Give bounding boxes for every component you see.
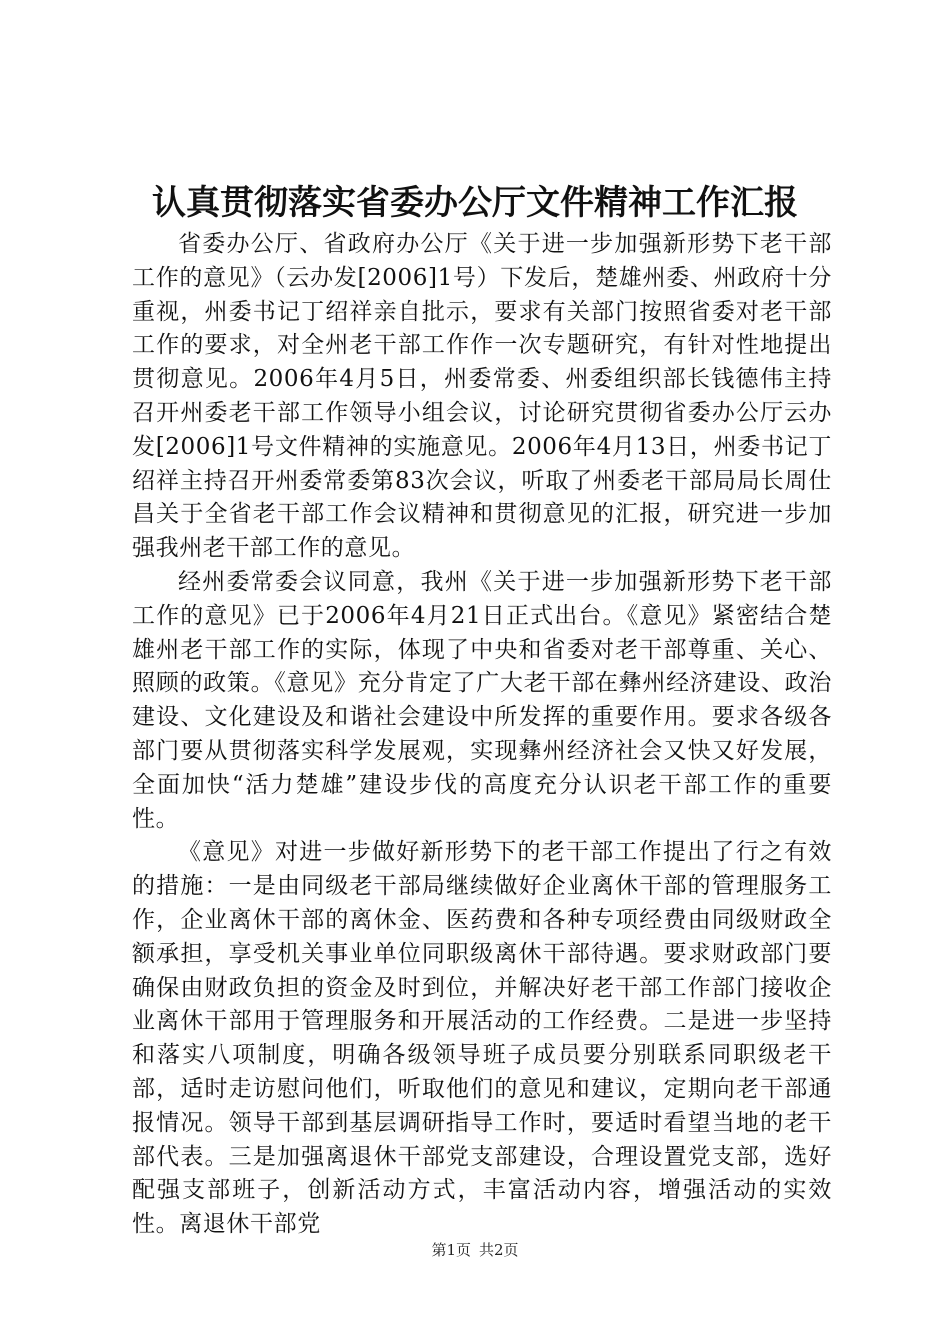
page-footer xyxy=(0,1240,950,1260)
paragraph-3: 《意见》对进一步做好新形势下的老干部工作提出了行之有效的措施：一是由同级老干部局继续做好企业离休干部的管理服务工作，企业离休干部的离休金、医药费和各种专项经费由同级财政全额承担，享受机关事业单位同职级离休干部待遇。要求财政部门要确保由财政负担的资金及时到位，并解决好老干部工作部门接收企业离休干部用于管理服务和开展活动的工作经费。二是进一步坚持和落实八项制度，明确各级领导班子成员要分别联系同职级老干部，适时走访慰问他们，听取他们的意见和建议，定期向老干部通报情况。领导干部到基层调研指导工作时，要适时看望当地的老干部代表。三是加强离退休干部党支部建设，合理设置党支部，选好配强支部班子，创新活动方式，丰富活动内容，增强活动的实效性。离退休干部党 xyxy=(132,839,832,1238)
page-number: 第1页 xyxy=(431,1241,471,1259)
paragraph-2: 经州委常委会议同意，我州《关于进一步加强新形势下老干部工作的意见》已于2006年4月21日正式出台。《意见》紧密结合楚雄州老干部工作的实际，体现了中央和省委对老干部尊重、关心、照顾的政策。《意见》充分肯定了广大老干部在彝州经济建设、政治建设、文化建设及和谐社会建设中所发挥的重要作用。要求各级各部门要从贯彻落实科学发展观，实现彝州经济社会又快又好发展，全面加快“活力楚雄”建设步伐的高度充分认识老干部工作的重要性。 xyxy=(132,568,832,832)
paragraph-1: 省委办公厅、省政府办公厅《关于进一步加强新形势下老干部工作的意见》（云办发[2006]1号）下发后，楚雄州委、州政府十分重视，州委书记丁绍祥亲自批示，要求有关部门按照省委对老干部工作的要求，对全州老干部工作作一次专题研究，有针对性地提出贯彻意见。2006年4月5日，州委常委、州委组织部长钱德伟主持召开州委老干部工作领导小组会议，讨论研究贯彻省委办公厅云办发[2006]1号文件精神的实施意见。2006年4月13日，州委书记丁绍祥主持召开州委常委第83次会议，听取了州委老干部局局长周仕昌关于全省老干部工作会议精神和贯彻意见的汇报，研究进一步加强我州老干部工作的意见。 xyxy=(132,231,832,562)
page-total: 共2页 xyxy=(479,1241,519,1259)
document-body xyxy=(132,228,832,1242)
document-title: 认真贯彻落实省委办公厅文件精神工作汇报 xyxy=(152,183,798,223)
